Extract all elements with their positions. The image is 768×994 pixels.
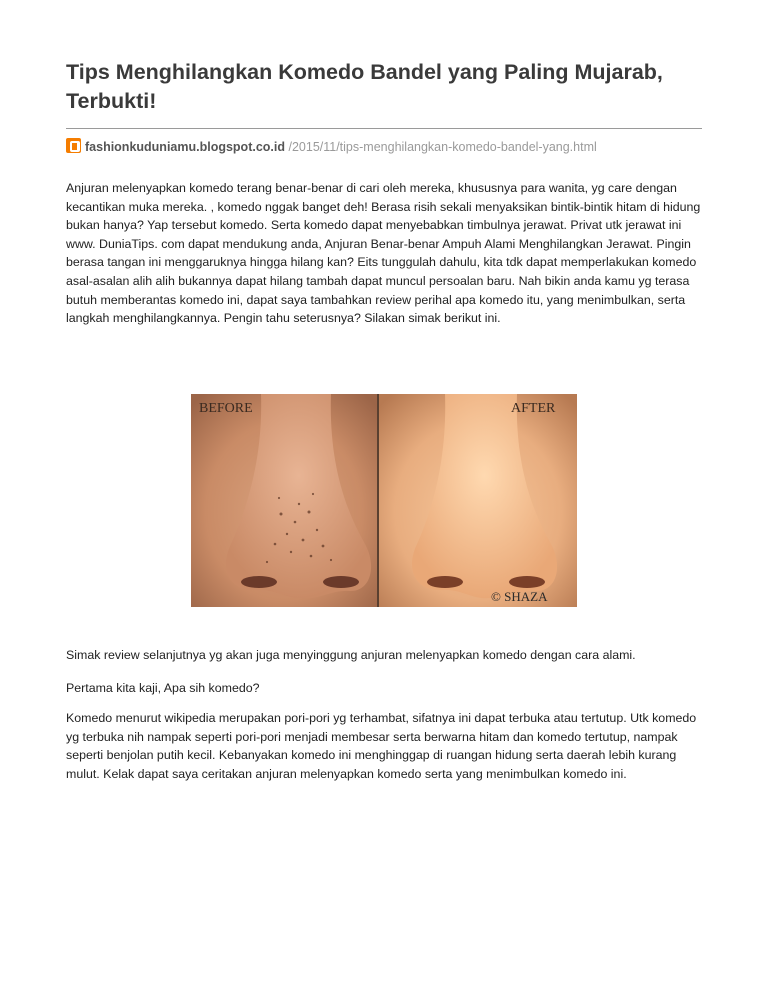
before-after-photo [191, 394, 577, 607]
photo-credit: © SHAZA [491, 589, 548, 604]
source-path-link[interactable]: /2015/11/tips-menghilangkan-komedo-bandel-yang.html [288, 140, 597, 154]
article-title: Tips Menghilangkan Komedo Bandel yang Paling Mujarab, Terbukti! [66, 60, 663, 113]
before-nostril-right [323, 576, 359, 588]
source-domain-link[interactable]: fashionkuduniamu.blogspot.co.id [85, 140, 285, 154]
after-label: AFTER [511, 401, 556, 416]
before-label: BEFORE [199, 401, 253, 416]
source-line [66, 138, 702, 156]
blogger-icon [66, 138, 81, 153]
after-nostril-left [427, 576, 463, 588]
paragraph-review: Simak review selanjutnya yg akan juga menyinggung anjuran melenyapkan komedo dengan cara alami. [66, 648, 636, 662]
title-divider [66, 128, 702, 129]
paragraph-definition: Komedo menurut wikipedia merupakan pori-pori yg terhambat, sifatnya ini dapat terbuka atau tertutup. Utk komedo yg terbuka nih nampak seperti pori-pori menjadi membesar serta berwarna hitam dan komedo tertutup, nampak seperti benjolan putih kecil. Kebanyakan komedo ini menghinggap di ruangan hidung serta daerah lebih kurang mulut. Kelak dapat saya ceritakan anjuran melenyapkan komedo serta yang menimbulkan komedo ini. [66, 711, 697, 781]
paragraph-question: Pertama kita kaji, Apa sih komedo? [66, 681, 260, 695]
after-nostril-right [509, 576, 545, 588]
panel-divider [377, 394, 379, 607]
before-nostril-left [241, 576, 277, 588]
paragraph-intro: Anjuran melenyapkan komedo terang benar-benar di cari oleh mereka, khususnya para wanita, yg care dengan kecantikan muka mereka. , komedo nggak banget deh! Berasa risih sekali menyaksikan bintik-bintik hitam di hidung bukan hanya? Yap tersebut komedo. Serta komedo dapat menyebabkan timbulnya jerawat. Privat utk jerawat ini www. DuniaTips. com dapat mendukung anda, Anjuran Benar-benar Ampuh Alami Menghilangkan Jerawat. Pingin berasa tangan ini menggaruknya hingga hilang kan? Eits tunggulah dahulu, kita tdk dapat memperlakukan komedo asal-asalan alih alih bukannya dapat hilang tambah dapat muncul persoalan baru. Nah bikin anda kamu yg terasa butuh memberantas komedo ini, dapat saya tambahkan review perihal apa komedo itu, yang menimbulkan, serta langkah menghilangkannya. Pengin tahu seterusnya? Silakan simak berikut ini. [66, 181, 701, 326]
